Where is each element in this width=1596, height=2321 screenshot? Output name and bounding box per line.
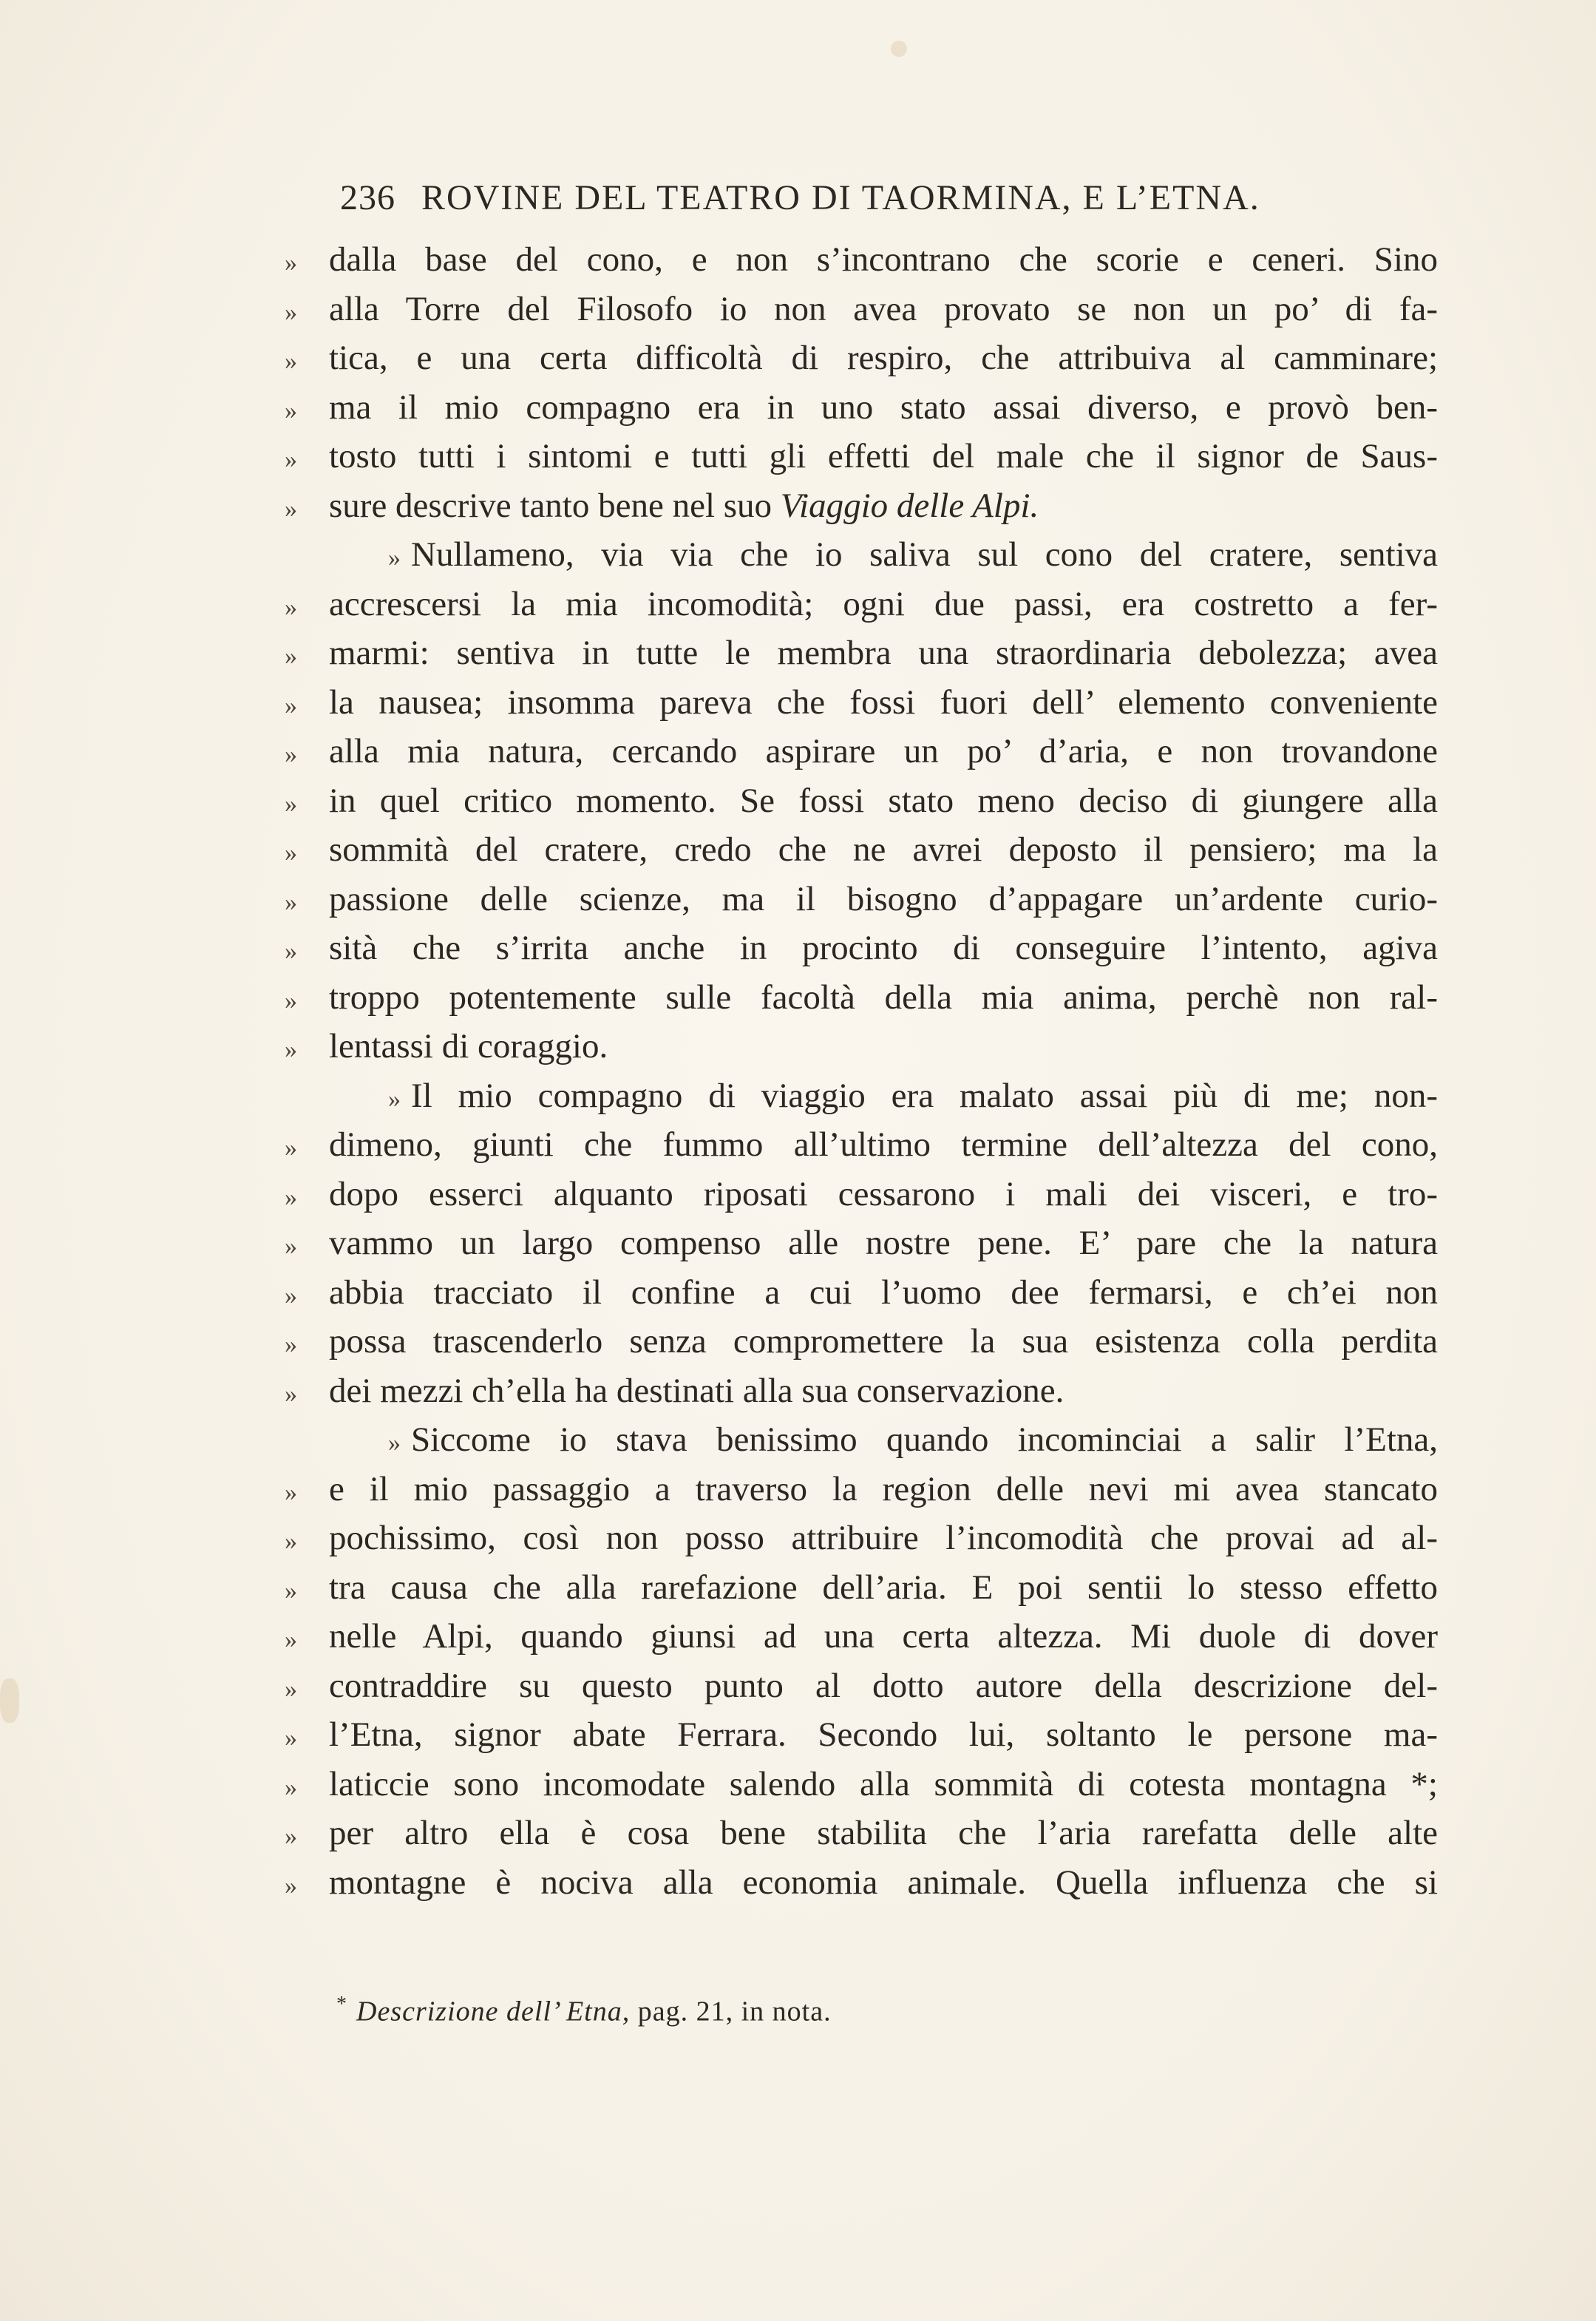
line-text: tra causa che alla rarefazione dell’aria. E poi sentii lo stesso effetto [329, 1568, 1438, 1607]
quote-mark: » [388, 1429, 401, 1457]
line-content: Siccome io stava benissimo quando incominciai a salir l’Etna, [411, 1420, 1438, 1459]
quote-mark: » [285, 1183, 297, 1211]
quote-mark: » [285, 1528, 297, 1555]
line-text: marmi: sentiva in tutte le membra una straordinaria debolezza; avea [329, 634, 1438, 672]
text-line [285, 235, 1438, 285]
line-text: vammo un largo compenso alle nostre pene. E’ pare che la natura [329, 1224, 1438, 1262]
line-text: alla mia natura, cercando aspirare un po’ d’aria, e non trovandone [329, 732, 1438, 770]
line-text: troppo potentemente sulle facoltà della mia anima, perchè non ral- [329, 977, 1438, 1017]
quote-mark: » [285, 446, 297, 473]
text-line [285, 1415, 1438, 1465]
text-line [285, 727, 1438, 776]
quote-mark: » [285, 938, 297, 965]
quote-mark: » [285, 593, 297, 621]
text-line [285, 1612, 1438, 1661]
line-text [329, 1415, 1438, 1468]
line-text: pochissimo, così non posso attribuire l’incomodità che provai ad al- [329, 1519, 1438, 1557]
line-text: e il mio passaggio a traverso la region delle nevi mi avea stancato [329, 1469, 1438, 1508]
text-line [285, 1317, 1438, 1366]
text-line [285, 1268, 1438, 1318]
italic-title: Viaggio delle Alpi. [780, 486, 1039, 525]
text-line [285, 825, 1438, 875]
line-content: Il mio compagno di viaggio era malato assai più di me; non- [411, 1076, 1438, 1115]
text-line [285, 776, 1438, 826]
line-text: dimeno, giunti che fummo all’ultimo termine dell’altezza del cono, [329, 1125, 1438, 1164]
text-line [285, 678, 1438, 728]
quote-mark: » [285, 790, 297, 818]
quote-mark: » [285, 1036, 297, 1063]
quote-mark: » [285, 495, 297, 523]
quote-mark: » [285, 298, 297, 326]
line-text: sommità del cratere, credo che ne avrei deposto il pensiero; ma la [329, 830, 1438, 869]
footnote [336, 1993, 832, 2028]
page-number: 236 [340, 178, 395, 217]
text-line [285, 1219, 1438, 1268]
text-line [285, 1022, 1438, 1071]
text-line [285, 1809, 1438, 1858]
text-line [285, 383, 1438, 433]
quote-mark: » [285, 1871, 297, 1900]
line-text: alla Torre del Filosofo io non avea provato se non un po’ di fa- [329, 289, 1438, 328]
line-text: laticcie sono incomodate salendo alla sommità di cotesta montagna *; [329, 1764, 1438, 1803]
line-text: abbia tracciato il confine a cui l’uomo dee fermarsi, e ch’ei non [329, 1273, 1438, 1312]
quote-mark: » [285, 888, 297, 916]
line-text: l’Etna, signor abate Ferrara. Secondo lui, soltanto le persone ma- [329, 1715, 1438, 1754]
quote-mark: » [285, 1626, 297, 1653]
quote-mark: » [285, 1281, 297, 1309]
quote-mark: » [388, 544, 401, 572]
text-line [285, 1366, 1438, 1416]
quote-mark: » [285, 396, 297, 424]
text-line [285, 1514, 1438, 1563]
quote-mark: » [285, 691, 297, 719]
text-line [285, 1120, 1438, 1170]
line-text: lentassi di coraggio. [329, 1027, 608, 1065]
quote-mark: » [285, 1380, 297, 1408]
quote-mark: » [285, 249, 297, 277]
line-text: passione delle scienze, ma il bisogno d’appagare un’ardente curio- [329, 879, 1438, 918]
line-text [329, 1071, 1438, 1125]
text-line [285, 1760, 1438, 1809]
line-text: sità che s’irrita anche in procinto di conseguire l’intento, agiva [329, 929, 1438, 967]
line-text: dei mezzi ch’ella ha destinati alla sua conservazione. [329, 1371, 1064, 1410]
quote-mark: » [285, 1134, 297, 1162]
quote-mark: » [285, 1478, 297, 1506]
line-text: ma il mio compagno era in uno stato assai diverso, e provò ben- [329, 387, 1438, 427]
line-text: accrescersi la mia incomodità; ogni due passi, era costretto a fer- [329, 584, 1438, 623]
page-header [340, 177, 1271, 229]
paper-stain [891, 41, 907, 57]
text-line [285, 1710, 1438, 1760]
text-line [285, 530, 1438, 580]
quote-mark: » [285, 1675, 297, 1703]
text-line [285, 1170, 1438, 1219]
line-text: possa trascenderlo senza compromettere la sua esistenza colla perdita [329, 1322, 1438, 1361]
quote-mark: » [285, 839, 297, 867]
footnote-mark: * [336, 1993, 347, 2016]
text-line [285, 628, 1438, 678]
line-text: dopo esserci alquanto riposati cessarono i mali dei visceri, e tro- [329, 1174, 1438, 1213]
text-line [285, 1465, 1438, 1514]
footnote-reference: pag. 21, in nota. [630, 1996, 832, 2027]
line-content: Nullameno, via via che io saliva sul cono del cratere, sentiva [411, 535, 1438, 574]
text-line [285, 1858, 1438, 1908]
quote-mark: » [285, 1233, 297, 1260]
text-line [285, 432, 1438, 481]
line-text: tosto tutti i sintomi e tutti gli effetti del male che il signor de Saus- [329, 437, 1438, 475]
text-line [285, 580, 1438, 629]
text-line [285, 1661, 1438, 1711]
paper-stain [0, 1678, 19, 1723]
line-text: la nausea; insomma pareva che fossi fuori dell’ elemento conveniente [329, 682, 1438, 722]
quote-mark: » [285, 1576, 297, 1605]
quote-mark: » [285, 1331, 297, 1358]
text-line [285, 924, 1438, 973]
line-text: per altro ella è cosa bene stabilita che l’aria rarefatta delle alte [329, 1814, 1438, 1852]
quote-mark: » [285, 348, 297, 375]
text-line [285, 973, 1438, 1023]
line-text [329, 481, 1438, 531]
text-line [285, 481, 1438, 531]
body-text [285, 235, 1438, 1907]
quote-mark: » [285, 1823, 297, 1850]
line-text: nelle Alpi, quando giunsi ad una certa altezza. Mi duole di dover [329, 1617, 1438, 1656]
text-line [285, 285, 1438, 334]
text-line [285, 875, 1438, 924]
line-text: montagne è nociva alla economia animale. Quella influenza che si [329, 1863, 1438, 1902]
footnote-title: Descrizione dell’ Etna, [356, 1996, 631, 2027]
running-title: ROVINE DEL TEATRO DI TAORMINA, E L’ETNA. [421, 178, 1260, 217]
quote-mark: » [285, 986, 297, 1014]
text-line [285, 1563, 1438, 1613]
line-content: sure descrive tanto bene nel suo [329, 486, 781, 525]
quote-mark: » [388, 1085, 401, 1113]
line-text: in quel critico momento. Se fossi stato meno deciso di giungere alla [329, 781, 1438, 820]
line-text [329, 530, 1438, 583]
quote-mark: » [285, 741, 297, 768]
quote-mark: » [285, 1773, 297, 1801]
line-text: tica, e una certa difficoltà di respiro, che attribuiva al camminare; [329, 339, 1438, 377]
text-line [285, 333, 1438, 383]
quote-mark: » [285, 1724, 297, 1752]
text-line [285, 1071, 1438, 1121]
line-text: contraddire su questo punto al dotto autore della descrizione del- [329, 1666, 1438, 1705]
quote-mark: » [285, 643, 297, 670]
line-text: dalla base del cono, e non s’incontrano che scorie e ceneri. Sino [329, 240, 1438, 279]
